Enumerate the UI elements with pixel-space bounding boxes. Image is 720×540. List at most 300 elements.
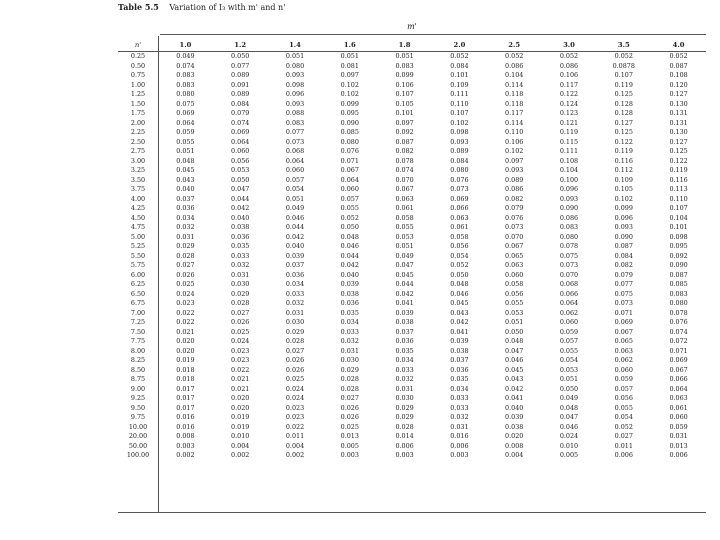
column-header-3-0: 3.0 xyxy=(563,41,575,49)
table-cell: 0.026 xyxy=(340,403,359,412)
table-cell: 0.046 xyxy=(450,289,469,298)
row-label: 20.00 xyxy=(128,432,148,440)
table-cell: 0.119 xyxy=(614,80,633,89)
table-cell: 0.090 xyxy=(559,204,579,212)
header-rule-top xyxy=(160,34,706,35)
table-cell: 0.122 xyxy=(559,90,579,98)
table-cell: 0.073 xyxy=(450,185,469,193)
table-cell: 0.032 xyxy=(340,337,359,345)
table-cell: 0.069 xyxy=(176,109,195,117)
table-cell: 0.075 xyxy=(176,99,195,108)
table-cell: 0.039 xyxy=(395,308,414,317)
table-cell: 0.028 xyxy=(231,299,250,307)
row-label: 6.50 xyxy=(130,289,146,298)
table-cell: 0.073 xyxy=(285,137,305,146)
table-row xyxy=(118,185,706,195)
table-cell: 0.084 xyxy=(231,99,250,108)
row-label: 1.50 xyxy=(130,99,146,108)
table-title: Variation of I₃ with m' and n' xyxy=(169,3,286,12)
table-cell: 0.079 xyxy=(505,204,524,212)
table-cell: 0.073 xyxy=(559,261,579,269)
table-cell: 0.067 xyxy=(505,242,524,250)
row-label: 9.00 xyxy=(130,384,146,393)
table-row xyxy=(118,62,706,72)
table-cell: 0.077 xyxy=(285,128,305,136)
table-cell: 0.064 xyxy=(285,156,305,165)
table-cell: 0.016 xyxy=(450,432,469,440)
table-cell: 0.097 xyxy=(505,156,524,165)
table-cell: 0.033 xyxy=(450,394,469,402)
table-cell: 0.014 xyxy=(395,432,414,440)
table-row xyxy=(118,385,706,395)
table-row xyxy=(118,157,706,167)
table-cell: 0.036 xyxy=(450,365,469,374)
row-label: 8.25 xyxy=(130,356,146,364)
table-cell: 0.082 xyxy=(505,194,524,203)
table-cell: 0.106 xyxy=(559,71,579,79)
table-cell: 0.106 xyxy=(395,80,414,89)
table-cell: 0.024 xyxy=(176,289,195,298)
table-cell: 0.090 xyxy=(614,232,633,241)
table-cell: 0.098 xyxy=(285,80,305,89)
table-cell: 0.087 xyxy=(669,270,688,279)
table-cell: 0.030 xyxy=(395,394,414,402)
row-label: 2.00 xyxy=(130,118,146,127)
table-row xyxy=(118,290,706,300)
table-cell: 0.074 xyxy=(395,166,414,174)
table-cell: 0.064 xyxy=(340,175,359,184)
table-cell: 0.031 xyxy=(231,270,250,279)
table-cell: 0.058 xyxy=(450,232,469,241)
table-cell: 0.003 xyxy=(340,451,359,459)
table-cell: 0.004 xyxy=(231,441,250,450)
table-cell: 0.025 xyxy=(285,375,305,383)
table-cell: 0.057 xyxy=(614,384,633,393)
table-cell: 0.059 xyxy=(669,422,688,431)
table-row xyxy=(118,309,706,319)
table-cell: 0.024 xyxy=(285,384,305,393)
table-cell: 0.053 xyxy=(231,166,250,174)
row-label: 7.75 xyxy=(130,337,146,345)
table-cell: 0.131 xyxy=(669,118,688,127)
table-cell: 0.050 xyxy=(231,52,250,60)
table-cell: 0.040 xyxy=(340,270,359,279)
table-cell: 0.062 xyxy=(614,356,633,364)
table-cell: 0.098 xyxy=(450,128,469,136)
table-cell: 0.060 xyxy=(340,185,359,193)
table-cell: 0.033 xyxy=(231,251,250,260)
table-cell: 0.040 xyxy=(176,185,195,193)
table-cell: 0.032 xyxy=(285,299,305,307)
table-cell: 0.027 xyxy=(614,432,633,440)
table-row xyxy=(118,204,706,214)
row-label: 3.25 xyxy=(130,166,146,174)
table-cell: 0.041 xyxy=(505,394,524,402)
table-row xyxy=(118,356,706,366)
row-label: 8.00 xyxy=(130,346,146,355)
table-cell: 0.041 xyxy=(450,327,469,336)
table-cell: 0.002 xyxy=(285,451,305,459)
table-cell: 0.037 xyxy=(285,261,305,269)
table-cell: 0.054 xyxy=(614,413,633,421)
table-row xyxy=(118,299,706,309)
table-cell: 0.026 xyxy=(285,356,305,364)
table-cell: 0.045 xyxy=(395,270,414,279)
table-row xyxy=(118,223,706,233)
table-cell: 0.114 xyxy=(505,118,524,127)
table-cell: 0.035 xyxy=(450,375,469,383)
table-cell: 0.081 xyxy=(340,61,359,70)
row-label: 2.75 xyxy=(130,147,146,155)
table-cell: 0.030 xyxy=(340,356,359,364)
table-cell: 0.130 xyxy=(669,99,688,108)
column-header-1-6: 1.6 xyxy=(343,41,356,49)
row-label: 5.25 xyxy=(130,242,146,250)
row-label: 9.75 xyxy=(130,413,146,421)
table-cell: 0.104 xyxy=(669,213,688,222)
table-cell: 0.092 xyxy=(669,251,688,260)
table-cell: 0.047 xyxy=(505,346,524,355)
table-cell: 0.036 xyxy=(285,270,305,279)
table-cell: 0.078 xyxy=(669,308,688,317)
table-cell: 0.006 xyxy=(669,451,688,459)
row-label: 9.25 xyxy=(130,394,146,402)
table-cell: 0.083 xyxy=(285,118,305,127)
table-cell: 0.053 xyxy=(505,308,524,317)
table-cell: 0.019 xyxy=(231,413,250,421)
row-label: 10.00 xyxy=(128,422,148,431)
row-label: 6.25 xyxy=(130,280,146,288)
table-cell: 0.099 xyxy=(340,99,359,108)
table-cell: 0.068 xyxy=(559,280,579,288)
table-cell: 0.101 xyxy=(669,223,688,231)
table-cell: 0.006 xyxy=(614,451,633,459)
table-cell: 0.040 xyxy=(231,213,250,222)
table-cell: 0.079 xyxy=(614,270,633,279)
table-cell: 0.060 xyxy=(285,166,305,174)
table-row xyxy=(118,100,706,110)
table-row xyxy=(118,166,706,176)
table-cell: 0.048 xyxy=(340,232,359,241)
table-cell: 0.055 xyxy=(614,403,633,412)
table-cell: 0.008 xyxy=(505,441,524,450)
table-cell: 0.019 xyxy=(231,422,250,431)
table-cell: 0.005 xyxy=(559,451,579,459)
table-cell: 0.093 xyxy=(285,71,305,79)
table-cell: 0.111 xyxy=(450,90,469,98)
table-cell: 0.050 xyxy=(340,223,359,231)
table-cell: 0.052 xyxy=(614,52,633,60)
row-label: 1.25 xyxy=(130,90,146,98)
table-cell: 0.023 xyxy=(231,356,250,364)
row-label: 5.50 xyxy=(130,251,146,260)
table-row xyxy=(118,432,706,442)
table-cell: 0.057 xyxy=(340,194,359,203)
table-row xyxy=(118,413,706,423)
table-cell: 0.026 xyxy=(176,270,195,279)
table-cell: 0.096 xyxy=(559,185,579,193)
table-cell: 0.114 xyxy=(505,80,524,89)
table-cell: 0.051 xyxy=(340,52,359,60)
table-cell: 0.087 xyxy=(669,61,688,70)
table-cell: 0.063 xyxy=(395,194,414,203)
table-cell: 0.058 xyxy=(505,280,524,288)
table-row xyxy=(118,51,706,62)
table-cell: 0.020 xyxy=(176,346,195,355)
table-cell: 0.049 xyxy=(176,52,195,60)
table-cell: 0.024 xyxy=(285,394,305,402)
row-label: 3.75 xyxy=(130,185,146,193)
table-cell: 0.109 xyxy=(450,80,469,89)
table-cell: 0.044 xyxy=(285,223,305,231)
row-label: 6.00 xyxy=(130,270,146,279)
table-cell: 0.002 xyxy=(231,451,250,459)
table-cell: 0.099 xyxy=(614,204,633,212)
table-cell: 0.074 xyxy=(176,61,195,70)
table-cell: 0.042 xyxy=(340,261,359,269)
table-body xyxy=(118,51,706,461)
table-cell: 0.017 xyxy=(176,394,195,402)
table-cell: 0.049 xyxy=(559,394,579,402)
table-cell: 0.021 xyxy=(231,375,250,383)
table-cell: 0.085 xyxy=(340,128,359,136)
table-cell: 0.104 xyxy=(505,71,524,79)
table-cell: 0.093 xyxy=(285,99,305,108)
table-cell: 0.078 xyxy=(395,156,414,165)
table-cell: 0.110 xyxy=(669,194,688,203)
table-cell: 0.066 xyxy=(559,289,579,298)
table-page xyxy=(118,0,706,540)
table-cell: 0.052 xyxy=(614,422,633,431)
table-cell: 0.074 xyxy=(669,327,688,336)
table-cell: 0.086 xyxy=(559,61,579,70)
table-cell: 0.115 xyxy=(559,137,579,146)
row-label: 3.50 xyxy=(130,175,146,184)
table-cell: 0.119 xyxy=(559,128,579,136)
table-cell: 0.055 xyxy=(559,346,579,355)
table-cell: 0.043 xyxy=(176,175,195,184)
table-cell: 0.124 xyxy=(559,99,579,108)
table-cell: 0.097 xyxy=(340,71,359,79)
table-cell: 0.042 xyxy=(231,204,250,212)
table-row xyxy=(118,90,706,100)
data-table xyxy=(118,40,706,461)
table-cell: 0.102 xyxy=(614,194,633,203)
table-cell: 0.107 xyxy=(450,109,469,117)
table-cell: 0.083 xyxy=(176,80,195,89)
row-label: 9.50 xyxy=(130,403,146,412)
table-cell: 0.087 xyxy=(614,242,633,250)
table-cell: 0.077 xyxy=(231,61,250,70)
column-header-2-5: 2.5 xyxy=(508,41,521,49)
table-cell: 0.043 xyxy=(505,375,524,383)
table-cell: 0.050 xyxy=(505,327,524,336)
table-cell: 0.049 xyxy=(395,251,414,260)
table-cell: 0.080 xyxy=(450,166,469,174)
table-cell: 0.079 xyxy=(231,109,250,117)
row-label: 7.50 xyxy=(130,327,146,336)
table-cell: 0.110 xyxy=(450,99,469,108)
table-cell: 0.028 xyxy=(395,422,414,431)
table-cell: 0.086 xyxy=(505,61,524,70)
table-cell: 0.060 xyxy=(614,365,633,374)
table-cell: 0.030 xyxy=(285,318,305,326)
table-cell: 0.052 xyxy=(340,213,359,222)
table-cell: 0.063 xyxy=(669,394,688,402)
table-cell: 0.064 xyxy=(669,384,688,393)
table-cell: 0.022 xyxy=(176,318,195,326)
table-cell: 0.028 xyxy=(285,337,305,345)
table-cell: 0.064 xyxy=(559,299,579,307)
table-cell: 0.066 xyxy=(669,375,688,383)
table-cell: 0.050 xyxy=(559,384,579,393)
table-cell: 0.032 xyxy=(450,413,469,421)
row-label: 3.00 xyxy=(130,156,146,165)
column-header-row xyxy=(118,40,706,51)
table-cell: 0.052 xyxy=(505,52,524,60)
table-cell: 0.090 xyxy=(340,118,359,127)
table-cell: 0.089 xyxy=(450,147,469,155)
column-header-3-5: 3.5 xyxy=(617,41,630,49)
table-row xyxy=(118,233,706,243)
table-cell: 0.025 xyxy=(340,422,359,431)
table-cell: 0.059 xyxy=(559,327,579,336)
table-cell: 0.051 xyxy=(285,194,305,203)
table-cell: 0.072 xyxy=(669,337,688,345)
table-cell: 0.063 xyxy=(614,346,633,355)
table-cell: 0.032 xyxy=(176,223,195,231)
table-cell: 0.013 xyxy=(340,432,359,440)
table-cell: 0.060 xyxy=(505,270,524,279)
table-cell: 0.044 xyxy=(340,251,359,260)
table-cell: 0.036 xyxy=(395,337,414,345)
table-cell: 0.044 xyxy=(395,280,414,288)
table-rule-bottom xyxy=(118,512,706,513)
table-cell: 0.017 xyxy=(176,384,195,393)
table-row xyxy=(118,119,706,129)
table-cell: 0.097 xyxy=(395,118,414,127)
table-cell: 0.045 xyxy=(450,299,469,307)
row-label: 2.25 xyxy=(130,128,146,136)
table-cell: 0.084 xyxy=(450,61,469,70)
table-cell: 0.069 xyxy=(450,194,469,203)
table-row xyxy=(118,451,706,461)
row-label: 5.00 xyxy=(130,232,146,241)
table-cell: 0.037 xyxy=(395,327,414,336)
table-row xyxy=(118,252,706,262)
table-cell: 0.059 xyxy=(176,128,195,136)
table-cell: 0.020 xyxy=(231,403,250,412)
table-cell: 0.096 xyxy=(614,213,633,222)
table-cell: 0.098 xyxy=(669,232,688,241)
table-cell: 0.060 xyxy=(669,413,688,421)
table-cell: 0.029 xyxy=(395,403,414,412)
table-cell: 0.084 xyxy=(450,156,469,165)
table-cell: 0.121 xyxy=(559,118,579,127)
table-cell: 0.050 xyxy=(450,270,469,279)
table-cell: 0.127 xyxy=(614,118,633,127)
table-cell: 0.086 xyxy=(559,213,579,222)
table-cell: 0.060 xyxy=(559,318,579,326)
table-cell: 0.125 xyxy=(669,147,688,155)
table-cell: 0.032 xyxy=(395,375,414,383)
table-cell: 0.022 xyxy=(285,422,305,431)
table-cell: 0.033 xyxy=(450,403,469,412)
table-cell: 0.064 xyxy=(231,137,250,146)
table-cell: 0.031 xyxy=(395,384,414,393)
table-cell: 0.089 xyxy=(231,71,250,79)
table-cell: 0.018 xyxy=(176,365,195,374)
table-cell: 0.112 xyxy=(614,166,633,174)
table-cell: 0.023 xyxy=(285,403,305,412)
table-cell: 0.075 xyxy=(614,289,633,298)
row-label: 6.75 xyxy=(130,299,146,307)
table-cell: 0.006 xyxy=(395,441,414,450)
table-cell: 0.036 xyxy=(340,299,359,307)
table-cell: 0.067 xyxy=(669,365,688,374)
table-cell: 0.042 xyxy=(450,318,469,326)
table-cell: 0.127 xyxy=(669,90,688,98)
table-cell: 0.051 xyxy=(176,147,195,155)
table-cell: 0.086 xyxy=(505,185,524,193)
table-cell: 0.095 xyxy=(669,242,688,250)
table-cell: 0.051 xyxy=(395,242,414,250)
table-cell: 0.045 xyxy=(505,365,524,374)
table-cell: 0.100 xyxy=(559,175,579,184)
table-cell: 0.105 xyxy=(614,185,633,193)
table-cell: 0.055 xyxy=(176,137,195,146)
table-cell: 0.018 xyxy=(176,375,195,383)
table-cell: 0.036 xyxy=(231,232,250,241)
table-cell: 0.052 xyxy=(559,52,579,60)
table-cell: 0.091 xyxy=(231,80,250,89)
table-row xyxy=(118,318,706,328)
table-cell: 0.088 xyxy=(285,109,305,117)
table-cell: 0.048 xyxy=(559,403,579,412)
table-cell: 0.069 xyxy=(669,356,688,364)
row-label: 7.00 xyxy=(130,308,146,317)
table-cell: 0.033 xyxy=(285,289,305,298)
table-cell: 0.076 xyxy=(669,318,688,326)
table-cell: 0.013 xyxy=(669,441,688,450)
table-cell: 0.089 xyxy=(231,90,250,98)
table-cell: 0.054 xyxy=(450,251,469,260)
row-label: 2.50 xyxy=(130,137,146,146)
table-caption xyxy=(118,2,285,12)
table-cell: 0.071 xyxy=(669,346,688,355)
table-cell: 0.049 xyxy=(285,204,305,212)
table-row xyxy=(118,128,706,138)
table-cell: 0.017 xyxy=(176,403,195,412)
table-cell: 0.118 xyxy=(505,90,524,98)
row-label: 50.00 xyxy=(128,441,148,450)
table-cell: 0.080 xyxy=(669,299,688,307)
table-cell: 0.069 xyxy=(614,318,633,326)
table-row xyxy=(118,176,706,186)
table-cell: 0.120 xyxy=(669,80,688,89)
table-cell: 0.122 xyxy=(614,137,633,146)
table-cell: 0.011 xyxy=(614,441,633,450)
table-cell: 0.031 xyxy=(340,346,359,355)
column-header-1-8: 1.8 xyxy=(398,41,411,49)
table-row xyxy=(118,375,706,385)
table-cell: 0.096 xyxy=(285,90,305,98)
table-row xyxy=(118,404,706,414)
table-cell: 0.021 xyxy=(231,384,250,393)
table-cell: 0.038 xyxy=(395,318,414,326)
table-cell: 0.003 xyxy=(395,451,414,459)
table-cell: 0.116 xyxy=(669,175,688,184)
